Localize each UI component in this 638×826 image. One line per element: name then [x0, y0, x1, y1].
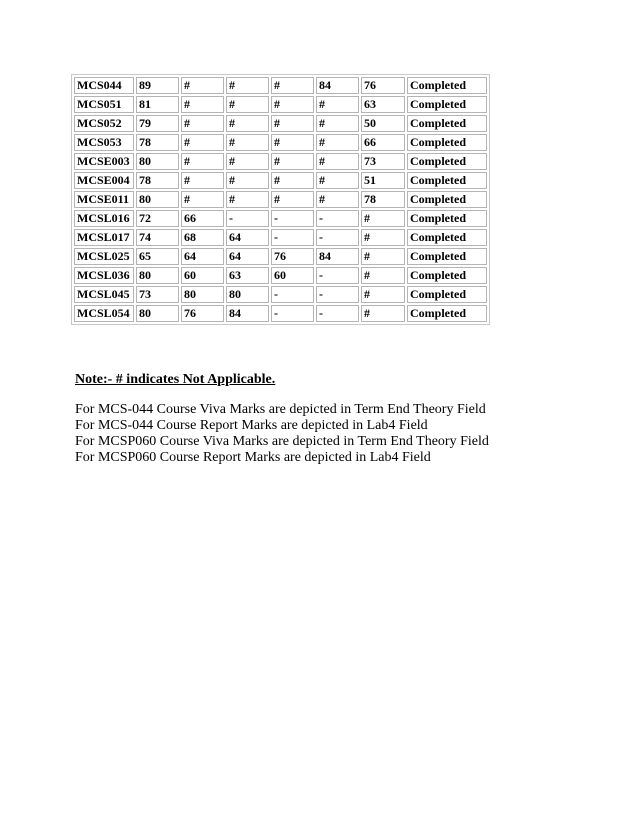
marks-cell: #: [361, 305, 405, 322]
status-cell: Completed: [407, 305, 487, 322]
status-cell: Completed: [407, 115, 487, 132]
status-cell: Completed: [407, 210, 487, 227]
status-cell: Completed: [407, 267, 487, 284]
table-row: [74, 210, 487, 227]
status-cell: Completed: [407, 153, 487, 170]
marks-cell: #: [226, 191, 269, 208]
marks-cell: 64: [226, 248, 269, 265]
course-code-cell: MCSL016: [74, 210, 134, 227]
marks-cell: 64: [226, 229, 269, 246]
table-row: [74, 305, 487, 322]
marks-table-body: [74, 77, 487, 322]
marks-cell: 72: [136, 210, 179, 227]
marks-cell: #: [361, 229, 405, 246]
course-code-cell: MCSL017: [74, 229, 134, 246]
marks-cell: #: [316, 115, 359, 132]
marks-cell: #: [271, 153, 314, 170]
marks-cell: #: [181, 153, 224, 170]
marks-cell: 80: [136, 305, 179, 322]
marks-cell: #: [181, 96, 224, 113]
marks-cell: 76: [361, 77, 405, 94]
marks-cell: 66: [361, 134, 405, 151]
marks-cell: #: [226, 172, 269, 189]
table-row: [74, 134, 487, 151]
marks-cell: 68: [181, 229, 224, 246]
status-cell: Completed: [407, 191, 487, 208]
course-code-cell: MCS052: [74, 115, 134, 132]
marks-cell: 65: [136, 248, 179, 265]
marks-cell: 84: [316, 248, 359, 265]
marks-cell: #: [271, 77, 314, 94]
table-row: [74, 191, 487, 208]
marks-cell: 73: [361, 153, 405, 170]
marks-cell: -: [316, 229, 359, 246]
marks-cell: 60: [181, 267, 224, 284]
marks-cell: 66: [181, 210, 224, 227]
course-code-cell: MCSE011: [74, 191, 134, 208]
course-code-cell: MCSL054: [74, 305, 134, 322]
marks-cell: -: [316, 267, 359, 284]
marks-cell: 76: [181, 305, 224, 322]
marks-cell: 80: [181, 286, 224, 303]
table-row: [74, 229, 487, 246]
marks-cell: 84: [226, 305, 269, 322]
marks-cell: #: [361, 286, 405, 303]
status-cell: Completed: [407, 229, 487, 246]
course-code-cell: MCSE003: [74, 153, 134, 170]
course-code-cell: MCSE004: [74, 172, 134, 189]
table-row: [74, 267, 487, 284]
marks-cell: #: [361, 210, 405, 227]
marks-cell: 63: [361, 96, 405, 113]
table-row: [74, 115, 487, 132]
marks-cell: 78: [136, 172, 179, 189]
marks-cell: #: [181, 134, 224, 151]
course-code-cell: MCS044: [74, 77, 134, 94]
marks-cell: 50: [361, 115, 405, 132]
marks-cell: 80: [136, 153, 179, 170]
marks-cell: #: [316, 96, 359, 113]
marks-cell: 73: [136, 286, 179, 303]
status-cell: Completed: [407, 248, 487, 265]
table-row: [74, 286, 487, 303]
table-row: [74, 248, 487, 265]
marks-cell: #: [271, 115, 314, 132]
marks-cell: -: [316, 210, 359, 227]
marks-cell: 78: [136, 134, 179, 151]
marks-cell: 80: [226, 286, 269, 303]
course-code-cell: MCSL036: [74, 267, 134, 284]
course-code-cell: MCS053: [74, 134, 134, 151]
marks-cell: #: [271, 191, 314, 208]
marks-cell: #: [181, 115, 224, 132]
marks-cell: 60: [271, 267, 314, 284]
marks-cell: -: [316, 305, 359, 322]
table-row: [74, 172, 487, 189]
status-cell: Completed: [407, 77, 487, 94]
status-cell: Completed: [407, 172, 487, 189]
status-cell: Completed: [407, 96, 487, 113]
note-line: For MCS-044 Course Viva Marks are depicted in Term End Theory Field: [75, 402, 486, 417]
marks-cell: 80: [136, 267, 179, 284]
marks-cell: -: [226, 210, 269, 227]
marks-cell: -: [316, 286, 359, 303]
marks-cell: #: [361, 248, 405, 265]
marks-cell: -: [271, 286, 314, 303]
marks-cell: 51: [361, 172, 405, 189]
marks-cell: -: [271, 305, 314, 322]
marks-cell: #: [316, 153, 359, 170]
marks-cell: #: [271, 172, 314, 189]
note-heading: Note:- # indicates Not Applicable.: [75, 372, 276, 387]
marks-cell: #: [226, 77, 269, 94]
course-code-cell: MCS051: [74, 96, 134, 113]
marks-cell: #: [226, 115, 269, 132]
note-lines: [75, 402, 489, 466]
table-row: [74, 77, 487, 94]
marks-cell: #: [271, 96, 314, 113]
marks-cell: #: [316, 134, 359, 151]
marks-cell: #: [316, 191, 359, 208]
note-line: For MCSP060 Course Viva Marks are depicted in Term End Theory Field: [75, 434, 489, 449]
marks-cell: #: [226, 134, 269, 151]
marks-cell: #: [181, 77, 224, 94]
marks-cell: -: [271, 229, 314, 246]
marks-cell: 89: [136, 77, 179, 94]
marks-cell: 76: [271, 248, 314, 265]
marks-cell: #: [226, 96, 269, 113]
status-cell: Completed: [407, 286, 487, 303]
marks-cell: -: [271, 210, 314, 227]
marks-cell: 78: [361, 191, 405, 208]
marks-cell: #: [226, 153, 269, 170]
marks-cell: #: [271, 134, 314, 151]
status-cell: Completed: [407, 134, 487, 151]
table-row: [74, 96, 487, 113]
course-code-cell: MCSL025: [74, 248, 134, 265]
marks-cell: 79: [136, 115, 179, 132]
table-row: [74, 153, 487, 170]
marks-cell: #: [316, 172, 359, 189]
note-line: For MCS-044 Course Report Marks are depicted in Lab4 Field: [75, 418, 428, 433]
marks-cell: 81: [136, 96, 179, 113]
marks-cell: #: [181, 191, 224, 208]
course-code-cell: MCSL045: [74, 286, 134, 303]
marks-cell: 84: [316, 77, 359, 94]
marks-cell: #: [361, 267, 405, 284]
marks-cell: #: [181, 172, 224, 189]
marks-cell: 80: [136, 191, 179, 208]
marks-table: [71, 74, 490, 325]
marks-cell: 64: [181, 248, 224, 265]
note-line: For MCSP060 Course Report Marks are depicted in Lab4 Field: [75, 450, 431, 465]
marks-cell: 63: [226, 267, 269, 284]
marks-cell: 74: [136, 229, 179, 246]
